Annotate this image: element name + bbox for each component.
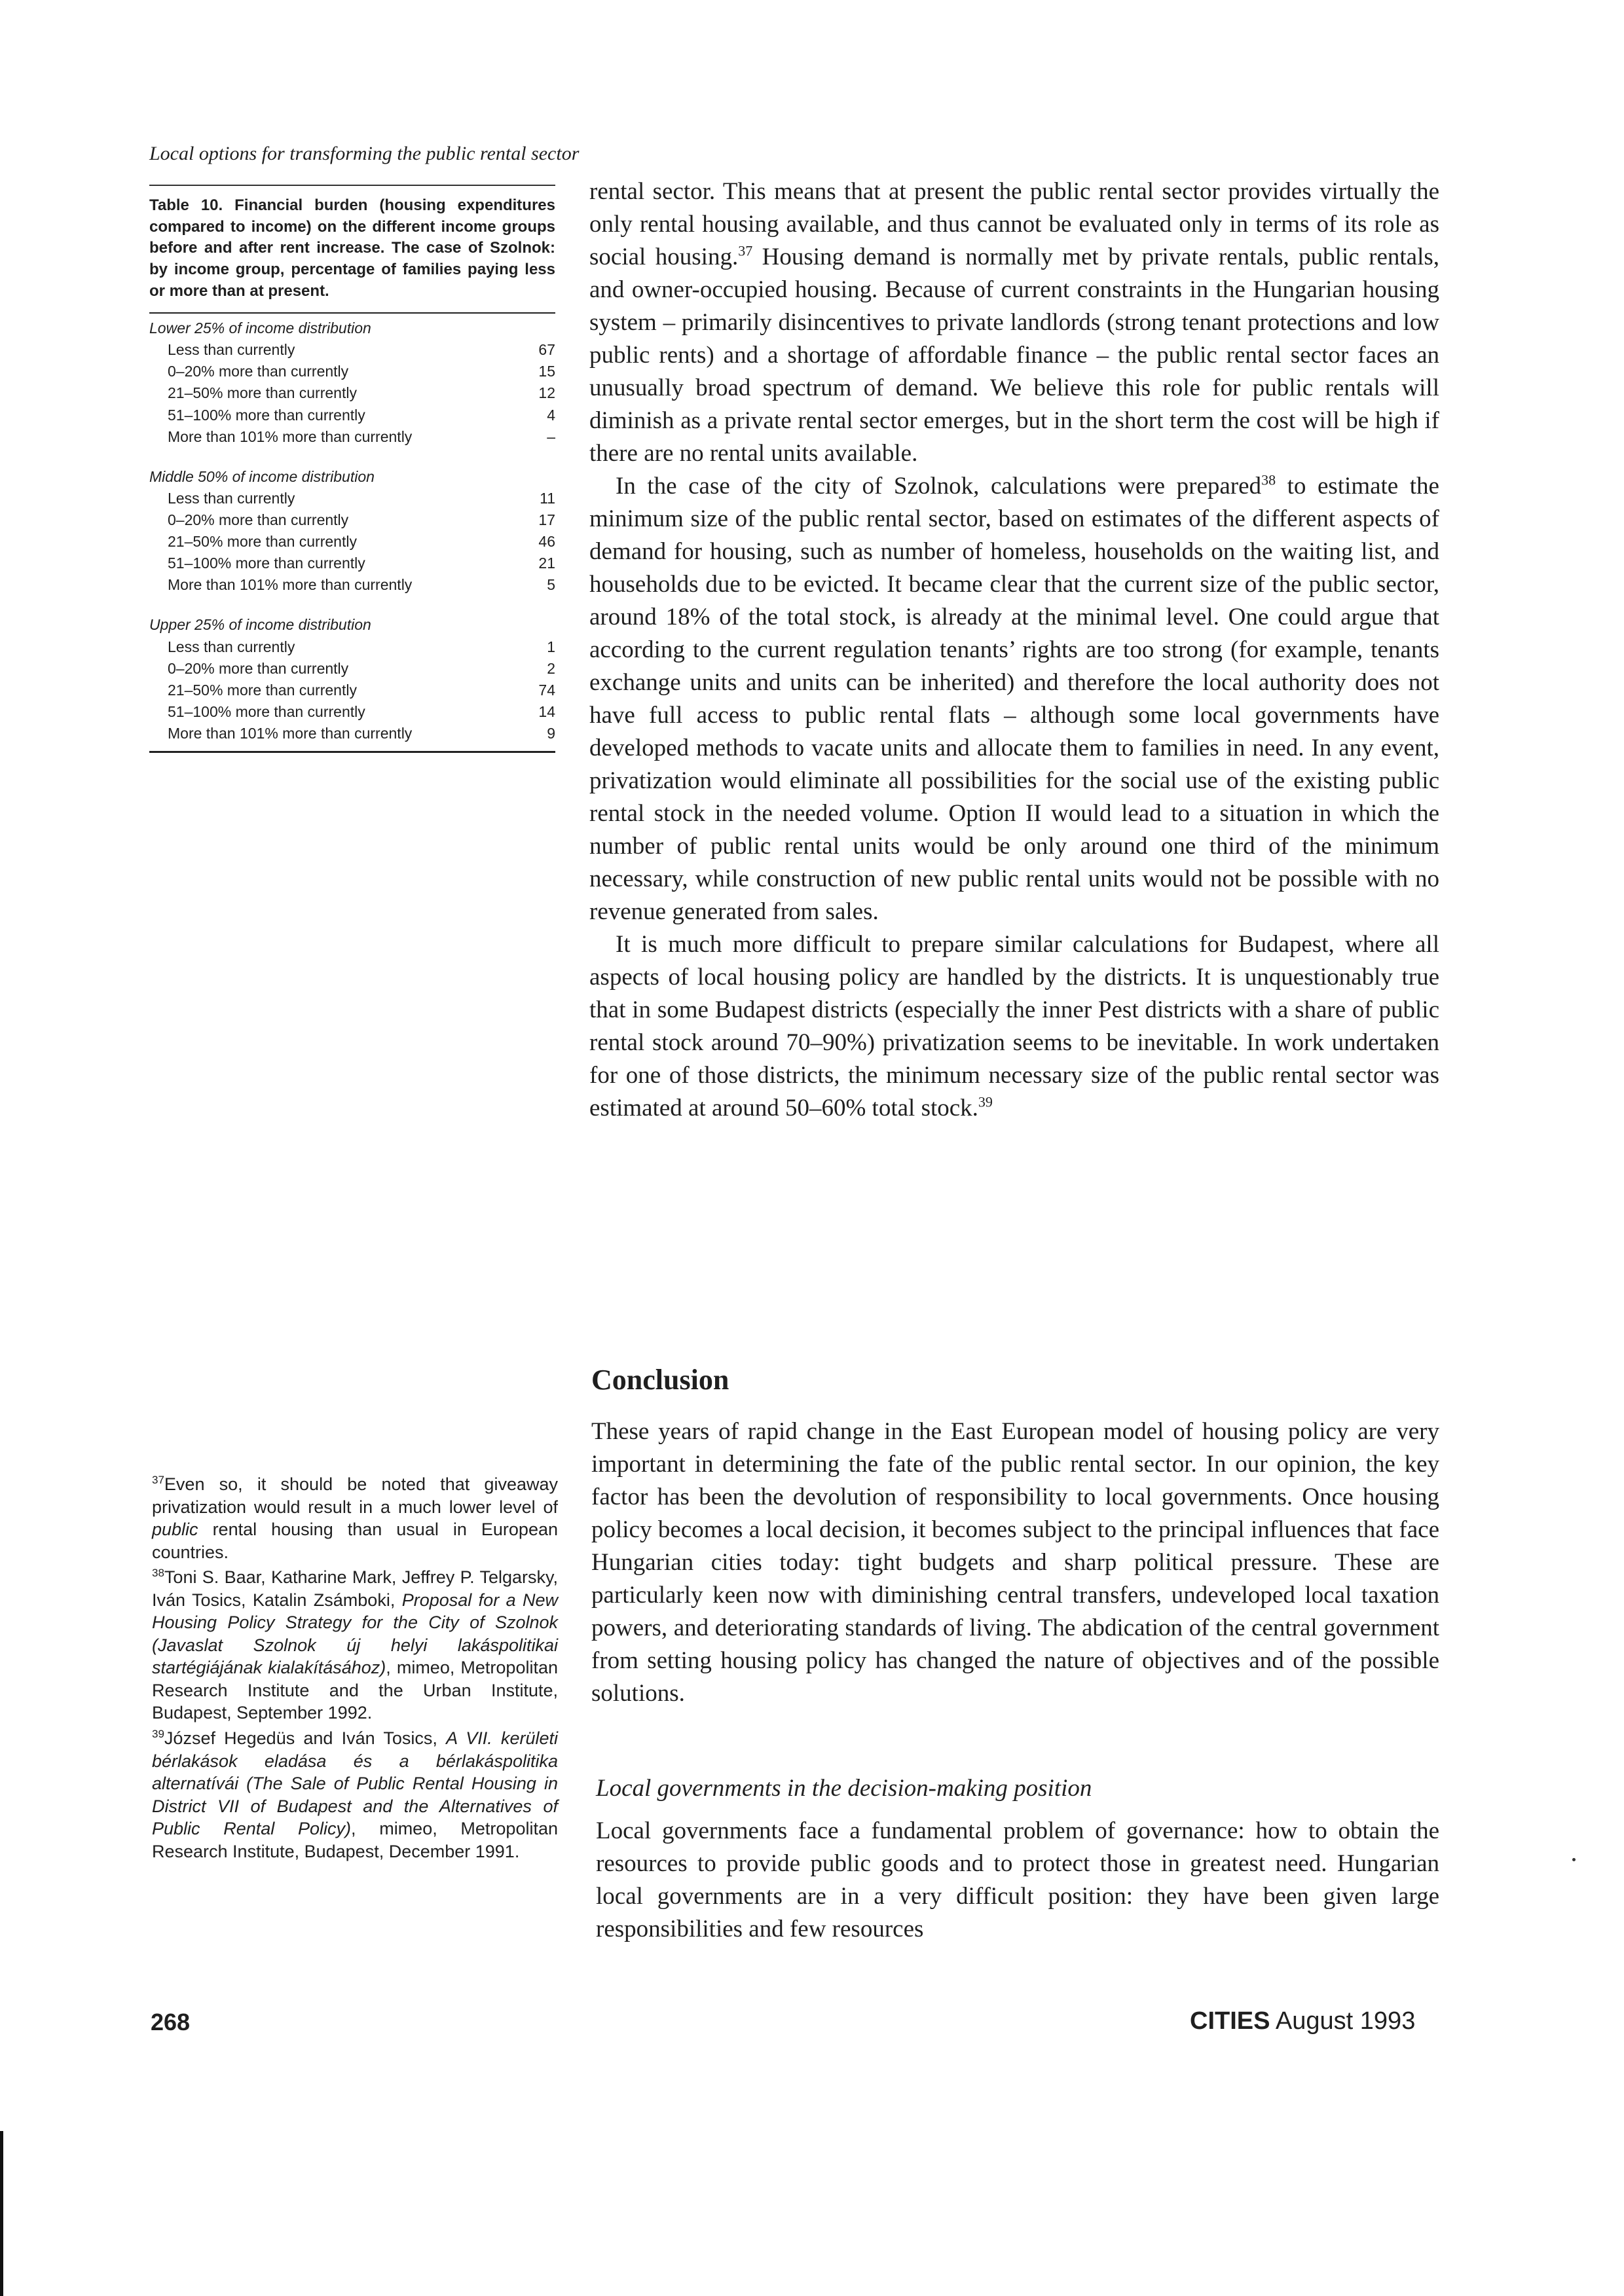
main-text	[589, 175, 1439, 1125]
table-row-value: 15	[538, 363, 555, 380]
table-row-label: More than 101% more than currently	[168, 576, 413, 594]
table-group	[149, 318, 555, 448]
table-row-value: 67	[538, 341, 555, 359]
table-row	[149, 574, 555, 596]
table-row-label: 0–20% more than currently	[168, 659, 349, 677]
conclusion-paragraph: These years of rapid change in the East European model of housing policy are very important in determining the fate of the public rental sector. In our opinion, the key factor has been the devolution of responsibility to local governments. Once housing policy becomes a local decision, it becomes subject to the principal influences that face Hungarian cities today: tight budgets and sharp political pressure. These are particularly keen now with diminishing central transfers, undeveloped local taxation powers, and deteriorating standards of living. The abdication of the central government from setting housing policy has changed the nature of objectives and of the possible solutions.	[591, 1418, 1439, 1707]
table-group	[149, 614, 555, 744]
journal-footer: CITIES August 1993	[1190, 2007, 1416, 2035]
paragraph-2: In the case of the city of Szolnok, calculations were prepared$^{38}$ to estimate the minimum size of the public rental sector, based on estimates of the different aspects of demand for housing, such as number of homeless, households on the waiting list, and households due to be evicted. It became clear that the current size of the public sector, around 18% of the total stock, is already at the minimal level. One could argue that according to the current regulation tenants’ rights are too strong (for example, tenants exchange units and units can be inherited) and therefore the local authority does not have full access to public rental flats – although some local governments have developed methods to vacate units and allocate them to families in need. In any event, privatization would eliminate all possibilities for the social use of the existing public rental stock in the needed volume. Option II would lead to a situation in which the number of public rental units would be only around one third of the minimum necessary, while construction of new public rental units would not be possible with no revenue generated from sales.	[589, 471, 1439, 925]
table-row-value: 21	[538, 555, 555, 572]
header-rule	[149, 185, 555, 186]
table-caption: Table 10. Financial burden (housing expenditures compared to income) on the different income groups before and after rent increase. The case of Szolnok: by income group, percentage of families paying less or more than at present.	[149, 195, 555, 314]
subsection-paragraph: Local governments face a fundamental problem of governance: how to obtain the resources to provide public goods and to protect those in greatest need. Hungarian local governments are in a very difficult position: they have been given large responsibilities and few resources	[596, 1817, 1439, 1942]
table-row-label: 21–50% more than currently	[168, 681, 357, 699]
table-row-value: 1	[547, 638, 555, 655]
paragraph-3: It is much more difficult to prepare similar calculations for Budapest, where all aspects of local housing policy are handled by the districts. It is unquestionably true that in some Budapest districts (especially the inner Pest districts with a share of public rental stock around 70–90%) privatization seems to be inevitable. In work undertaken for one of those districts, the minimum necessary size of the public rental sector was estimated at around 50–60% total stock.$^{39}$	[589, 931, 1439, 1121]
scan-speck	[1572, 1858, 1576, 1861]
table-10	[149, 195, 555, 753]
table-row-label: Less than currently	[168, 489, 295, 507]
table-row	[149, 426, 555, 448]
table-row	[149, 488, 555, 509]
table-row-label: 51–100% more than currently	[168, 555, 365, 572]
table-row	[149, 531, 555, 553]
footnote-37: $^{37}$Even so, it should be noted that giveaway privatization would result in a much lower level of public rental housing than usual in European countries.	[152, 1474, 558, 1562]
table-row-value: 9	[547, 724, 555, 742]
table-row-value: –	[547, 428, 555, 445]
table-row-label: 0–20% more than currently	[168, 511, 349, 528]
table-row-label: More than 101% more than currently	[168, 724, 413, 742]
table-group-title: Upper 25% of income distribution	[149, 616, 371, 634]
table-row-label: Less than currently	[168, 341, 295, 359]
table-row-label: Less than currently	[168, 638, 295, 655]
table-row-value: 74	[538, 681, 555, 699]
table-row-label: 51–100% more than currently	[168, 406, 365, 424]
table-group-title: Lower 25% of income distribution	[149, 319, 371, 337]
page-number: 268	[151, 2009, 191, 2035]
subsection-heading: Local governments in the decision-making position	[596, 1775, 1092, 1802]
footnote-39: $^{39}$József Hegedüs and Iván Tosics, A VII. kerületi bérlakások eladása és a bérlakáspolitika alternatívái (The Sale of Public Rental Housing in District VII of Budapest and the Alternatives of Public Rental Policy), mimeo, Metropolitan Research Institute, Budapest, December 1991.	[152, 1728, 559, 1861]
footnote-38: $^{38}$Toni S. Baar, Katharine Mark, Jeffrey P. Telgarsky, Iván Tosics, Katalin Zsámboki, Proposal for a New Housing Policy Strategy for the City of Szolnok (Javaslat Szolnok új helyi lakáspolitikai startégiájának kialakításához), mimeo, Metropolitan Research Institute and the Urban Institute, Budapest, September 1992.	[152, 1567, 558, 1723]
footnotes	[152, 1473, 558, 1865]
table-group-title: Middle 50% of income distribution	[149, 467, 375, 485]
table-row	[149, 382, 555, 404]
footnote-ref-37: 37	[738, 242, 753, 259]
table-row	[149, 509, 555, 531]
table-row-value: 2	[547, 659, 555, 677]
table-row-value: 5	[547, 576, 555, 594]
table-row-value: 4	[547, 406, 555, 424]
table-row	[149, 723, 555, 744]
footnote-ref-38: 38	[1261, 471, 1276, 488]
table-row	[149, 405, 555, 426]
table-row	[149, 636, 555, 658]
table-row	[149, 701, 555, 723]
section-heading-conclusion: Conclusion	[591, 1364, 729, 1396]
table-row	[149, 361, 555, 382]
table-row-value: 17	[538, 511, 555, 528]
table-bottom-rule	[149, 751, 555, 753]
table-row	[149, 658, 555, 680]
table-row	[149, 339, 555, 361]
table-row-value: 11	[540, 489, 555, 507]
table-row-value: 12	[538, 384, 555, 402]
table-row-value: 46	[538, 533, 555, 551]
table-body	[149, 318, 555, 744]
table-row-label: 21–50% more than currently	[168, 384, 357, 402]
table-row	[149, 553, 555, 574]
running-head: Local options for transforming the public rental sector	[149, 143, 580, 164]
table-row-label: 21–50% more than currently	[168, 533, 357, 551]
table-row	[149, 680, 555, 701]
paragraph-1: rental sector. This means that at present the public rental sector provides virtually the only rental housing available, and thus cannot be evaluated only in terms of its role as social housing.$^{37}$ Housing demand is normally met by private rentals, public rentals, and owner-occupied housing. Because of current constraints in the Hungarian housing system – primarily disincentives to private landlords (strong tenant protections and low public rents) and a shortage of affordable finance – the public rental sector faces an unusually broad spectrum of demand. We believe this role for public rentals will diminish as a private rental sector emerges, but in the short term the cost will be high if there are no rental units available.	[589, 178, 1440, 467]
table-row-label: 0–20% more than currently	[168, 363, 349, 380]
table-row-label: More than 101% more than currently	[168, 428, 413, 445]
table-row-value: 14	[538, 702, 555, 720]
table-group	[149, 466, 555, 596]
scan-margin-line	[0, 2131, 3, 2296]
footnote-ref-39: 39	[978, 1093, 993, 1110]
table-row-label: 51–100% more than currently	[168, 702, 365, 720]
